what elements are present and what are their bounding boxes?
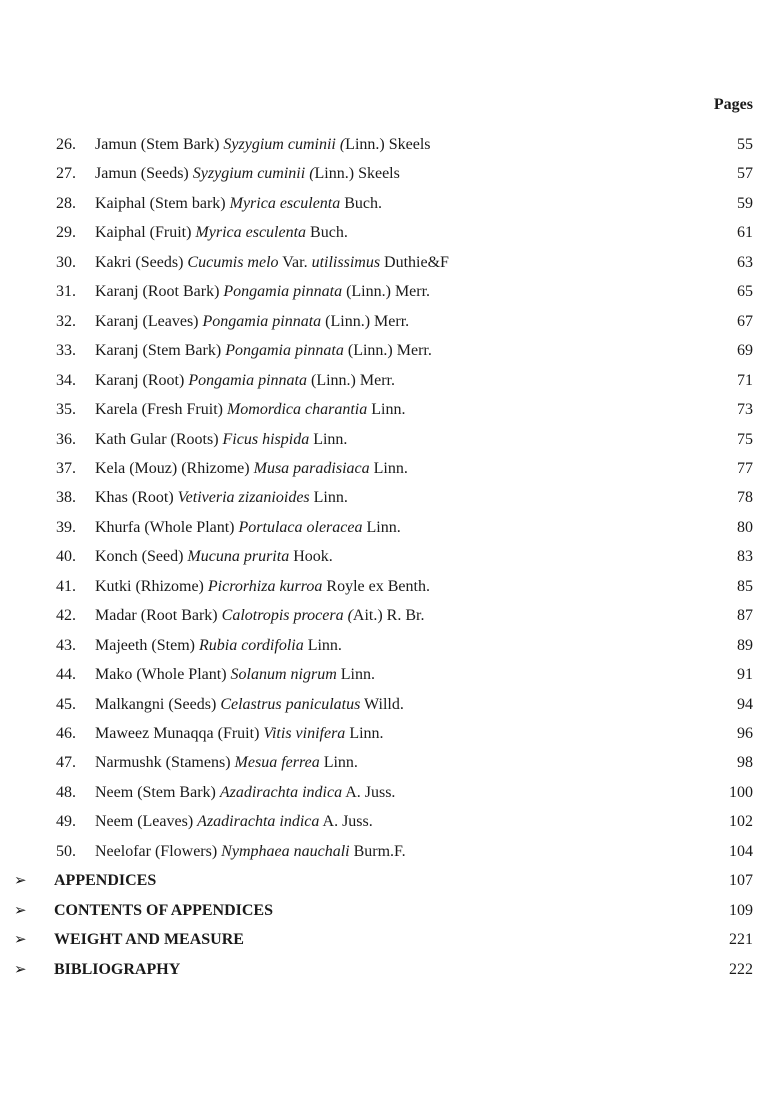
toc-section (0, 899, 780, 923)
entry-text: Karela (Fresh Fruit) (95, 401, 227, 419)
toc-entry (0, 751, 780, 775)
toc-entry (0, 486, 780, 510)
toc-section (0, 928, 780, 952)
entry-number: 43. (56, 636, 76, 654)
entry-text: Narmushk (Stamens) (95, 754, 235, 772)
page-number: 55 (737, 136, 753, 153)
page-number: 91 (737, 666, 753, 684)
entry-text: Burm.F. (349, 842, 406, 860)
arrow-bullet-icon: ➢ (14, 873, 27, 890)
entry-number: 28. (56, 194, 76, 212)
page-number: 87 (737, 607, 753, 625)
page-number: 63 (737, 253, 753, 271)
page-number: 94 (737, 695, 753, 713)
entry-title (95, 369, 395, 393)
entry-text: Linn. (319, 754, 358, 772)
entry-title (95, 545, 333, 569)
entry-title (95, 516, 401, 540)
page-number: 102 (729, 813, 753, 831)
entry-text: Var. (278, 253, 312, 271)
toc-entry (0, 575, 780, 599)
entry-text: Linn.) Skeels (314, 165, 400, 183)
page-number: 89 (737, 636, 753, 654)
entry-title (95, 280, 430, 304)
toc-entry (0, 280, 780, 304)
entry-text: Majeeth (Stem) (95, 636, 199, 654)
entry-title (95, 693, 404, 717)
botanical-name: Azadirachta indica (197, 813, 320, 831)
entry-text: Linn. (362, 518, 401, 536)
toc-entry (0, 781, 780, 805)
botanical-name: Picrorhiza kurroa (207, 577, 323, 595)
entry-title (95, 634, 342, 658)
entry-title (95, 575, 430, 599)
entry-text: Buch. (306, 224, 348, 242)
entry-title (95, 339, 432, 363)
entry-title (95, 604, 424, 628)
toc-entry (0, 604, 780, 628)
arrow-bullet-icon: ➢ (14, 932, 27, 949)
page-number: 59 (737, 194, 753, 212)
toc-entry (0, 634, 780, 658)
entry-title (95, 663, 375, 687)
toc-section (0, 958, 780, 982)
entry-number: 40. (56, 548, 76, 566)
entry-title (95, 192, 382, 216)
page-number: 67 (737, 312, 753, 330)
entry-number: 32. (56, 312, 76, 330)
entry-title (95, 162, 400, 186)
botanical-name: Vitis vinifera (263, 725, 346, 742)
botanical-name: Pongamia pinnata (188, 371, 307, 389)
entry-number: 27. (56, 165, 76, 183)
entry-text: Linn. (303, 636, 342, 654)
pages-column-header: Pages (713, 96, 753, 113)
page-number: 61 (737, 224, 753, 242)
botanical-name: Momordica charantia (226, 401, 368, 419)
botanical-name: Myrica esculenta (229, 194, 341, 212)
entry-text: A. Juss. (319, 813, 373, 831)
entry-text: Kela (Mouz) (Rhizome) (95, 459, 254, 477)
entry-text: Ait.) R. Br. (352, 607, 425, 625)
toc-entry (0, 221, 780, 245)
botanical-name: Celastrus paniculatus (220, 695, 361, 713)
section-title: WEIGHT AND MEASURE (54, 931, 244, 949)
entry-text: Kakri (Seeds) (95, 253, 188, 271)
entry-text: Royle ex Benth. (322, 577, 430, 595)
entry-title (95, 722, 384, 746)
toc-entry (0, 457, 780, 481)
botanical-name: Cucumis melo (187, 253, 279, 271)
entry-text: (Linn.) Merr. (342, 283, 431, 301)
entry-text: Karanj (Leaves) (95, 312, 203, 330)
toc-entry (0, 398, 780, 422)
entry-text: Karanj (Stem Bark) (95, 342, 226, 360)
entry-number: 44. (56, 666, 76, 684)
entry-number: 45. (56, 695, 76, 713)
entry-text: Konch (Seed) (95, 548, 188, 566)
entry-text: Madar (Root Bark) (95, 607, 222, 625)
entry-text: Jamun (Stem Bark) (95, 136, 224, 153)
entry-title (95, 221, 348, 245)
entry-number: 33. (56, 342, 76, 360)
entry-title (95, 398, 405, 422)
botanical-name: Mucuna prurita (187, 548, 290, 566)
entry-text: Linn. (345, 725, 384, 742)
entry-text: Kaiphal (Stem bark) (95, 194, 230, 212)
botanical-name: Vetiveria zizanioides (177, 489, 310, 507)
entry-number: 34. (56, 371, 76, 389)
page-number: 69 (737, 342, 753, 360)
page-number: 222 (729, 960, 753, 978)
botanical-name: Syzygium cuminii ( (192, 165, 315, 183)
toc-entry (0, 693, 780, 717)
botanical-name: Azadirachta indica (219, 783, 343, 801)
entry-text: Linn. (336, 666, 375, 684)
arrow-bullet-icon: ➢ (14, 902, 27, 919)
toc-entry (0, 310, 780, 334)
entry-text: Karanj (Root) (95, 371, 189, 389)
entry-text: Mako (Whole Plant) (95, 666, 231, 684)
entry-text: Buch. (340, 194, 383, 212)
botanical-name: Nymphaea nauchali (221, 842, 350, 860)
entry-text: Karanj (Root Bark) (95, 283, 224, 301)
entry-text: Hook. (289, 548, 333, 566)
entry-title (95, 751, 358, 775)
entry-number: 50. (56, 842, 76, 860)
entry-number: 49. (56, 813, 76, 831)
arrow-bullet-icon: ➢ (14, 961, 27, 978)
page-number: 77 (737, 459, 753, 477)
toc-entry (0, 722, 780, 746)
botanical-name: Rubia cordifolia (198, 636, 304, 654)
entry-text: Khas (Root) (95, 489, 178, 507)
botanical-name: Calotropis procera ( (221, 607, 353, 625)
toc-entry (0, 192, 780, 216)
entry-title (95, 133, 431, 157)
entry-text: Kutki (Rhizome) (95, 577, 208, 595)
entry-number: 38. (56, 489, 76, 507)
entry-text: Kaiphal (Fruit) (95, 224, 196, 242)
entry-text: Willd. (360, 695, 404, 713)
toc-entry (0, 516, 780, 540)
entry-text: (Linn.) Merr. (343, 342, 432, 360)
page-number: 78 (737, 489, 753, 507)
entry-text: Neem (Stem Bark) (95, 783, 220, 801)
botanical-name: Ficus hispida (222, 430, 310, 448)
entry-number: 41. (56, 577, 76, 595)
entry-number: 31. (56, 283, 76, 301)
botanical-name: Pongamia pinnata (202, 312, 322, 330)
page-number: 83 (737, 548, 753, 566)
toc-entry (0, 663, 780, 687)
entry-text: (Linn.) Merr. (306, 371, 395, 389)
page-number: 104 (729, 842, 753, 860)
botanical-name: utilissimus (311, 253, 381, 271)
entry-text: Linn. (367, 401, 406, 419)
entry-number: 42. (56, 607, 76, 625)
toc-entry (0, 369, 780, 393)
toc-entry (0, 339, 780, 363)
entry-number: 47. (56, 754, 76, 772)
section-title: APPENDICES (54, 872, 157, 890)
botanical-name: Myrica esculenta (195, 224, 307, 242)
entry-number: 39. (56, 518, 76, 536)
entry-text: Linn. (369, 459, 408, 477)
section-title: BIBLIOGRAPHY (54, 960, 181, 978)
entry-text: Malkangni (Seeds) (95, 695, 221, 713)
toc-entry (0, 428, 780, 452)
page-number: 107 (729, 872, 753, 890)
section-title: CONTENTS OF APPENDICES (54, 901, 273, 919)
page-number: 75 (737, 430, 753, 448)
page-number: 109 (729, 901, 753, 919)
entry-title (95, 310, 409, 334)
page-number: 57 (737, 165, 753, 183)
page-number: 221 (729, 931, 753, 949)
entry-title (95, 251, 449, 275)
entry-title (95, 840, 406, 864)
botanical-name: Musa paradisiaca (253, 459, 370, 477)
entry-text: Maweez Munaqqa (Fruit) (95, 725, 264, 742)
entry-title (95, 457, 408, 481)
botanical-name: Mesua ferrea (234, 754, 320, 772)
botanical-name: Solanum nigrum (230, 666, 337, 684)
page-number: 65 (737, 283, 753, 301)
entry-number: 35. (56, 401, 76, 419)
entry-number: 26. (56, 136, 76, 153)
entry-text: Linn. (309, 489, 348, 507)
entry-text: A. Juss. (342, 783, 396, 801)
entry-number: 36. (56, 430, 76, 448)
page-number: 71 (737, 371, 753, 389)
page-number: 98 (737, 754, 753, 772)
entry-text: Jamun (Seeds) (95, 165, 193, 183)
page-number: 85 (737, 577, 753, 595)
entry-number: 37. (56, 459, 76, 477)
toc-entry (0, 133, 780, 157)
entry-title (95, 810, 373, 834)
entry-number: 46. (56, 725, 76, 742)
botanical-name: Syzygium cuminii ( (223, 136, 346, 153)
entry-number: 48. (56, 783, 76, 801)
toc-entry (0, 251, 780, 275)
botanical-name: Portulaca oleracea (238, 518, 363, 536)
entry-title (95, 486, 348, 510)
page-number: 73 (737, 401, 753, 419)
entry-number: 30. (56, 253, 76, 271)
botanical-name: Pongamia pinnata (225, 342, 344, 360)
page-number: 100 (729, 783, 753, 801)
entry-text: (Linn.) Merr. (321, 312, 410, 330)
toc-section (0, 869, 780, 893)
entry-text: Kath Gular (Roots) (95, 430, 223, 448)
entry-text: Duthie&F (380, 253, 449, 271)
toc-entry (0, 840, 780, 864)
entry-text: Neem (Leaves) (95, 813, 198, 831)
page-number: 80 (737, 518, 753, 536)
page-number: 96 (737, 725, 753, 742)
toc-entry (0, 810, 780, 834)
entry-text: Khurfa (Whole Plant) (95, 518, 239, 536)
entry-text: Linn.) Skeels (345, 136, 431, 153)
entry-title (95, 781, 395, 805)
botanical-name: Pongamia pinnata (223, 283, 343, 301)
entry-text: Linn. (309, 430, 348, 448)
entry-text: Neelofar (Flowers) (95, 842, 222, 860)
toc-entry (0, 545, 780, 569)
entry-title (95, 428, 347, 452)
toc-entry (0, 162, 780, 186)
entry-number: 29. (56, 224, 76, 242)
